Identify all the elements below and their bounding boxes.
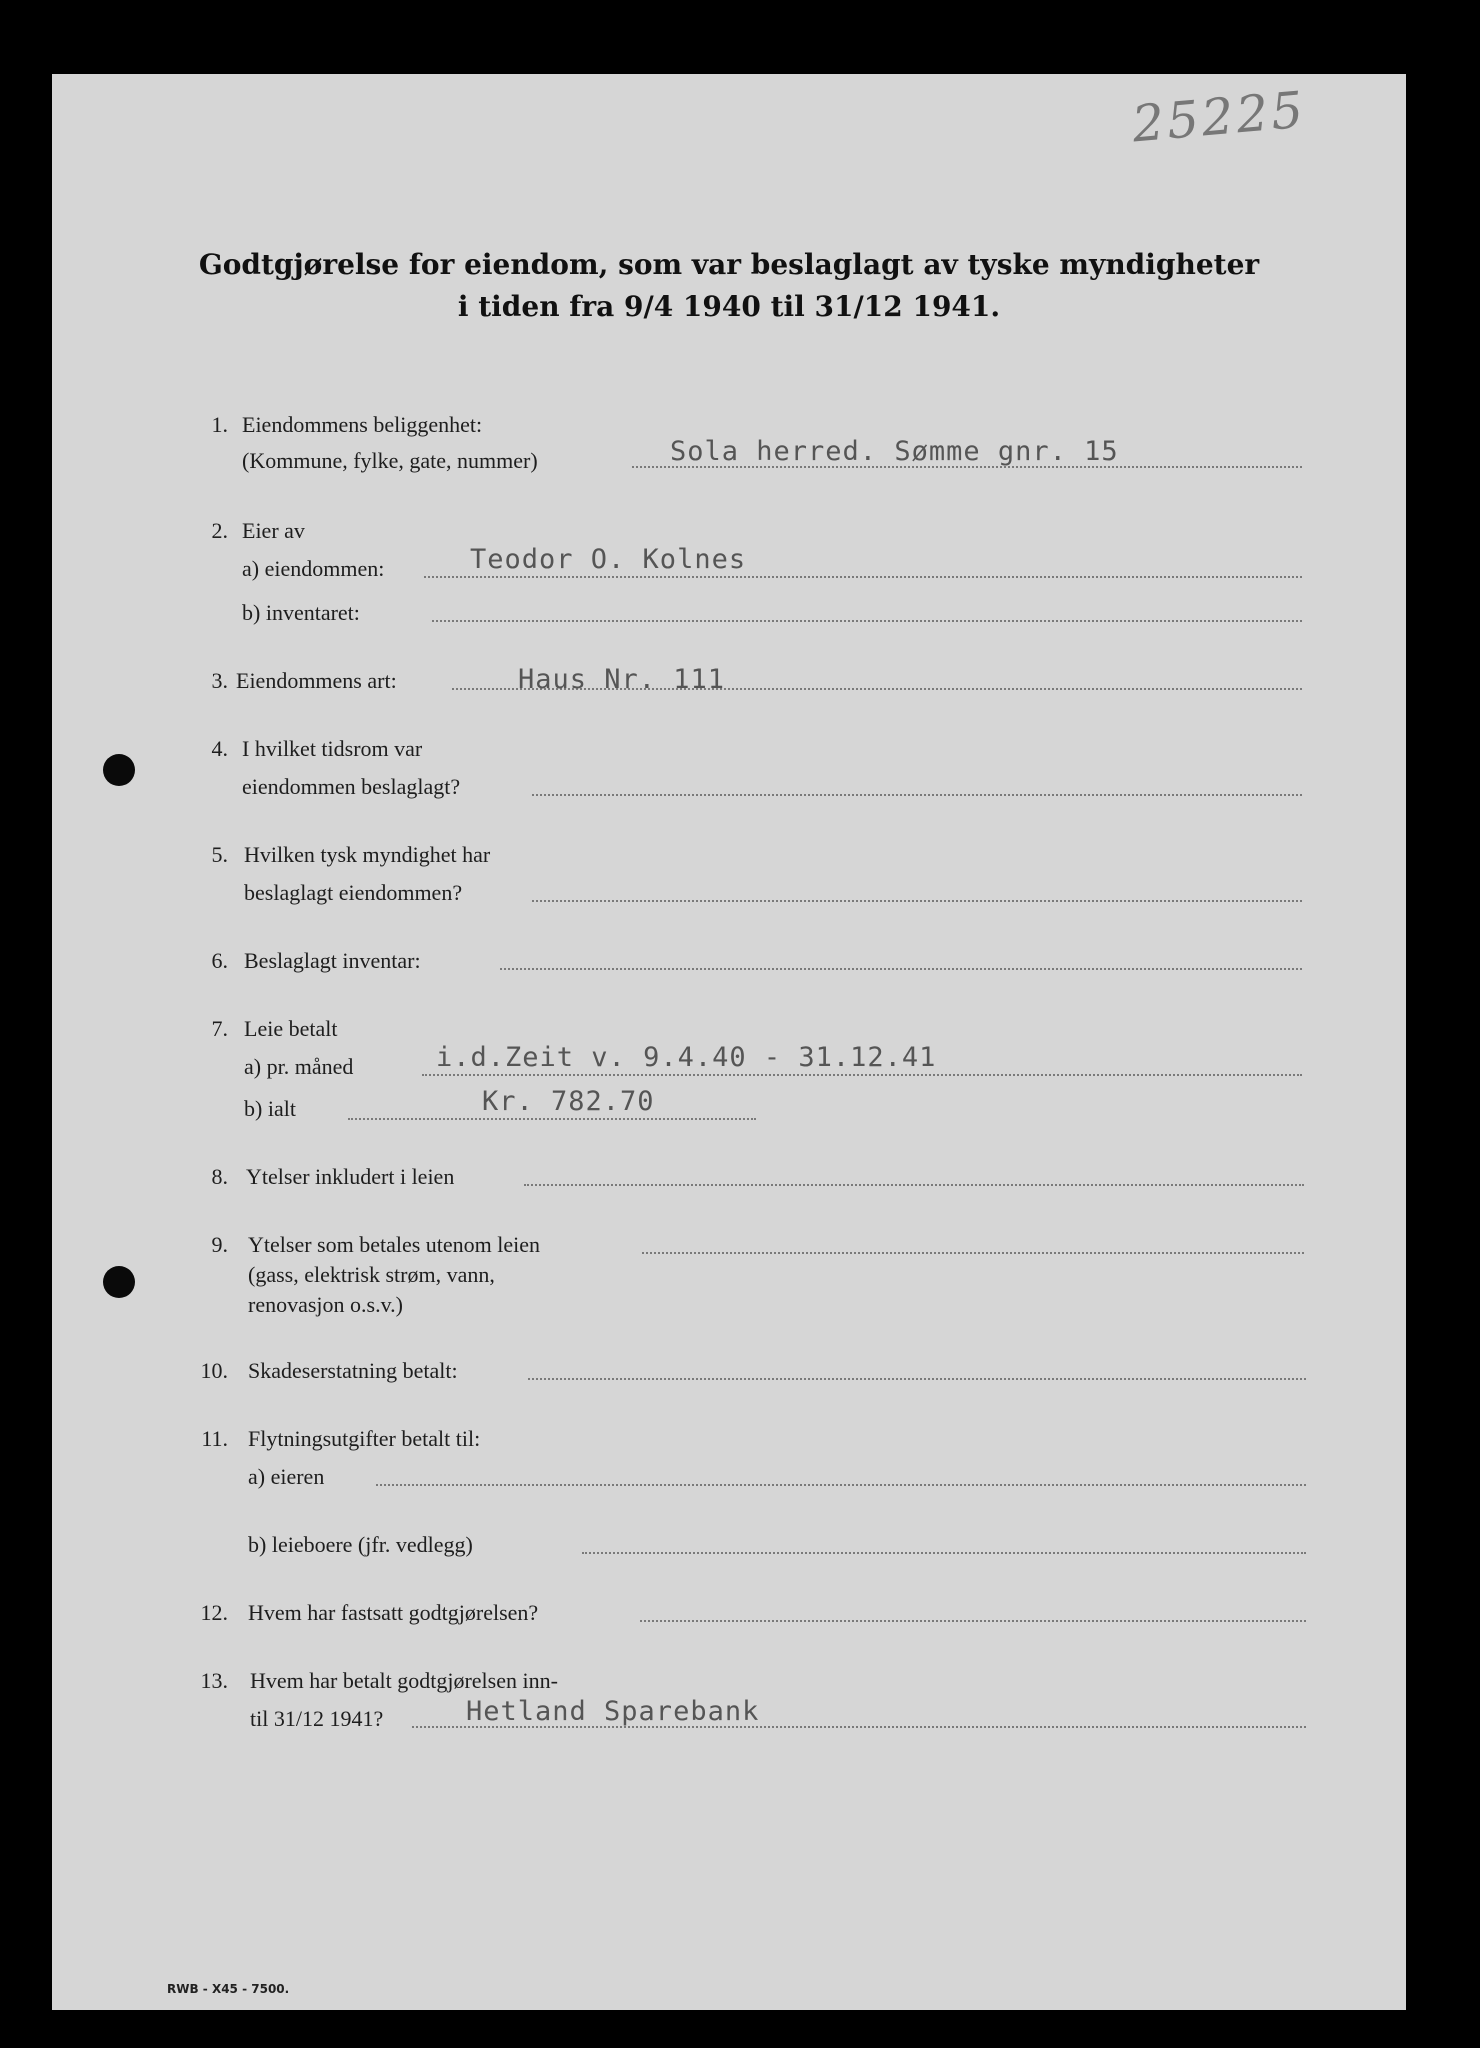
q10-answer-line [528, 1378, 1306, 1380]
item-number: 8. [211, 1164, 228, 1189]
punch-hole [103, 754, 135, 786]
item-number: 12. [200, 1600, 228, 1625]
item-number: 13. [200, 1668, 228, 1693]
q11-label: Flytningsutgifter betalt til: [248, 1426, 481, 1451]
q11b-label: b) leieboere (jfr. vedlegg) [248, 1532, 473, 1557]
item-number: 2. [211, 518, 228, 543]
q9-answer-line [642, 1252, 1304, 1254]
q5-answer-line [532, 900, 1302, 902]
item-number: 4. [211, 736, 228, 761]
q2a-answer-line [424, 576, 1302, 578]
q7-label: Leie betalt [244, 1016, 338, 1041]
item-number: 10. [200, 1358, 228, 1383]
q11a-label: a) eieren [248, 1464, 325, 1489]
q6-answer-line [500, 968, 1302, 970]
q5-sublabel: beslaglagt eiendommen? [244, 880, 463, 905]
form-title [52, 244, 1406, 328]
item-number: 7. [211, 1016, 228, 1041]
q9-label: Ytelser som betales utenom leien [248, 1232, 541, 1257]
q7a-answer: i.d.Zeit v. 9.4.40 - 31.12.41 [436, 1042, 937, 1073]
q1-label: Eiendommens beliggenhet: [242, 412, 483, 437]
q7b-answer-line [348, 1118, 756, 1120]
q11a-answer-line [376, 1484, 1306, 1486]
punch-hole [103, 1266, 135, 1298]
archive-number: 25225 [1129, 80, 1309, 154]
q11b-answer-line [582, 1552, 1306, 1554]
form-page [52, 74, 1406, 2010]
item-number: 9. [211, 1232, 228, 1257]
q9-sublabel-1: (gass, elektrisk strøm, vann, [248, 1262, 495, 1287]
q7b-label: b) ialt [244, 1096, 296, 1121]
item-number: 1. [211, 412, 228, 437]
q10-label: Skadeserstatning betalt: [248, 1358, 458, 1383]
item-number: 11. [201, 1426, 228, 1451]
q4-sublabel: eiendommen beslaglagt? [242, 774, 461, 799]
q13-label: Hvem har betalt godtgjørelsen inn- [250, 1668, 558, 1693]
q6-label: Beslaglagt inventar: [244, 948, 421, 973]
item-number: 6. [211, 948, 228, 973]
q2a-answer: Teodor O. Kolnes [470, 544, 747, 575]
item-number: 3. [211, 668, 228, 693]
q2a-label: a) eiendommen: [242, 556, 385, 581]
q13-answer: Hetland Sparebank [466, 1696, 760, 1727]
q1-sublabel: (Kommune, fylke, gate, nummer) [242, 448, 538, 473]
q5-label: Hvilken tysk myndighet har [244, 842, 491, 867]
q2-label: Eier av [242, 518, 305, 543]
q8-label: Ytelser inkludert i leien [246, 1164, 455, 1189]
q13-sublabel: til 31/12 1941? [250, 1706, 384, 1731]
q7a-label: a) pr. måned [244, 1054, 354, 1079]
q2b-label: b) inventaret: [242, 600, 360, 625]
title-line-2: i tiden fra 9/4 1940 til 31/12 1941. [457, 290, 1001, 323]
q12-label: Hvem har fastsatt godtgjørelsen? [248, 1600, 539, 1625]
q3-label: Eiendommens art: [236, 668, 397, 693]
q2b-answer-line [432, 620, 1302, 622]
q4-label: I hvilket tidsrom var [242, 736, 423, 761]
q1-answer: Sola herred. Sømme gnr. 15 [670, 436, 1119, 467]
q9-sublabel-2: renovasjon o.s.v.) [248, 1292, 403, 1317]
q7b-answer: Kr. 782.70 [482, 1086, 655, 1117]
item-number: 5. [211, 842, 228, 867]
q12-answer-line [640, 1620, 1306, 1622]
printer-mark: RWB - X45 - 7500. [167, 1982, 290, 1996]
title-line-1: Godtgjørelse for eiendom, som var beslaglagt av tyske myndigheter [198, 248, 1260, 281]
q4-answer-line [532, 794, 1302, 796]
q8-answer-line [524, 1184, 1304, 1186]
q7a-answer-line [422, 1074, 1302, 1076]
q3-answer: Haus Nr. 111 [518, 664, 726, 695]
